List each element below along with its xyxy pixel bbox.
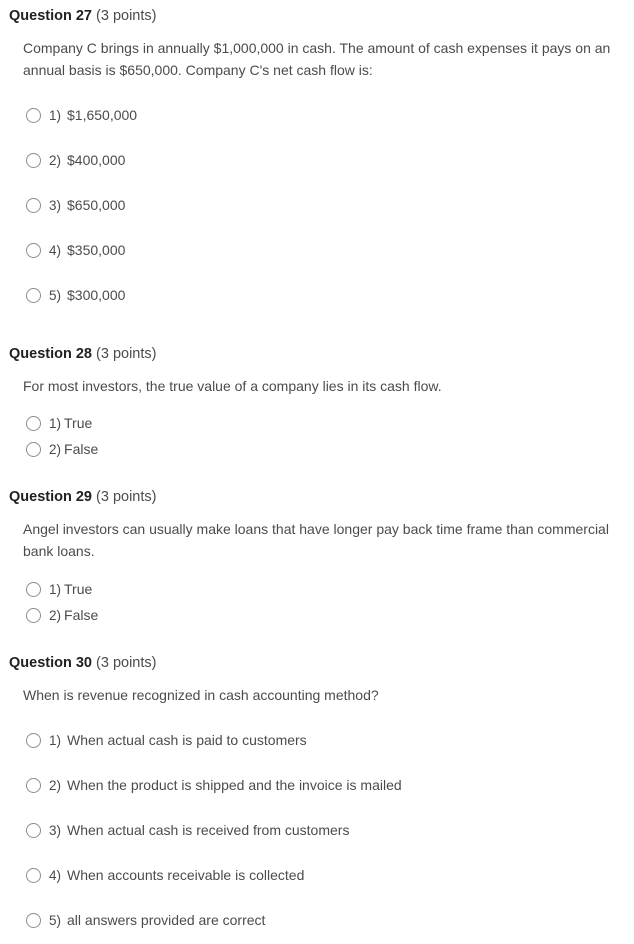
radio-button[interactable] [26,153,41,168]
radio-button[interactable] [26,582,41,597]
answer-option[interactable] [26,150,125,170]
option-number: 2) [49,441,62,457]
option-label: When actual cash is received from customers [67,822,350,838]
radio-button[interactable] [26,108,41,123]
question-title [9,346,156,362]
radio-button[interactable] [26,198,41,213]
question-title [9,489,156,505]
question-points: (3 points) [96,346,157,362]
answer-option[interactable] [26,285,125,305]
question-points: (3 points) [96,8,157,24]
radio-button[interactable] [26,243,41,258]
question-text: When is revenue recognized in cash accounting method? [23,687,379,703]
answer-option[interactable] [26,439,98,459]
question-text: Angel investors can usually make loans that have longer pay back time frame than commercial bank loans. [23,521,609,559]
radio-button[interactable] [26,823,41,838]
option-number: 2) [49,152,62,168]
answer-option[interactable] [26,579,92,599]
option-label: When the product is shipped and the invoice is mailed [67,777,402,793]
question-points: (3 points) [96,489,157,505]
option-label: $300,000 [67,287,126,303]
option-label: $650,000 [67,197,126,213]
option-label: False [64,441,99,457]
answer-option[interactable] [26,730,307,750]
option-label: all answers provided are correct [67,912,266,928]
option-label: $400,000 [67,152,126,168]
option-number: 1) [49,415,62,431]
option-number: 2) [49,777,62,793]
option-number: 3) [49,197,62,213]
option-label: When actual cash is paid to customers [67,732,307,748]
answer-option[interactable] [26,413,92,433]
question-number: Question 28 [9,346,92,362]
option-number: 1) [49,107,62,123]
question-number: Question 30 [9,655,92,671]
answer-option[interactable] [26,865,304,885]
option-number: 4) [49,867,62,883]
option-number: 1) [49,581,62,597]
option-number: 4) [49,242,62,258]
option-label: When accounts receivable is collected [67,867,305,883]
radio-button[interactable] [26,913,41,928]
option-label: False [64,607,99,623]
radio-button[interactable] [26,608,41,623]
option-label: True [64,415,93,431]
question-number: Question 29 [9,489,92,505]
answer-option[interactable] [26,105,137,125]
radio-button[interactable] [26,442,41,457]
option-label: $1,650,000 [67,107,138,123]
question-title [9,655,156,671]
question-text: For most investors, the true value of a company lies in its cash flow. [23,378,442,394]
answer-option[interactable] [26,195,125,215]
radio-button[interactable] [26,868,41,883]
answer-option[interactable] [26,605,98,625]
question-text: Company C brings in annually $1,000,000 in cash. The amount of cash expenses it pays on an annual basis is $650,000. Company C's net cash flow is: [23,40,611,78]
option-number: 5) [49,287,62,303]
radio-button[interactable] [26,288,41,303]
radio-button[interactable] [26,733,41,748]
radio-button[interactable] [26,778,41,793]
option-label: True [64,581,93,597]
question-title [9,8,156,24]
question-number: Question 27 [9,8,92,24]
answer-option[interactable] [26,240,125,260]
option-number: 1) [49,732,62,748]
option-number: 3) [49,822,62,838]
option-number: 5) [49,912,62,928]
option-label: $350,000 [67,242,126,258]
answer-option[interactable] [26,820,349,840]
radio-button[interactable] [26,416,41,431]
answer-option[interactable] [26,910,265,930]
answer-option[interactable] [26,775,402,795]
option-number: 2) [49,607,62,623]
question-points: (3 points) [96,655,157,671]
